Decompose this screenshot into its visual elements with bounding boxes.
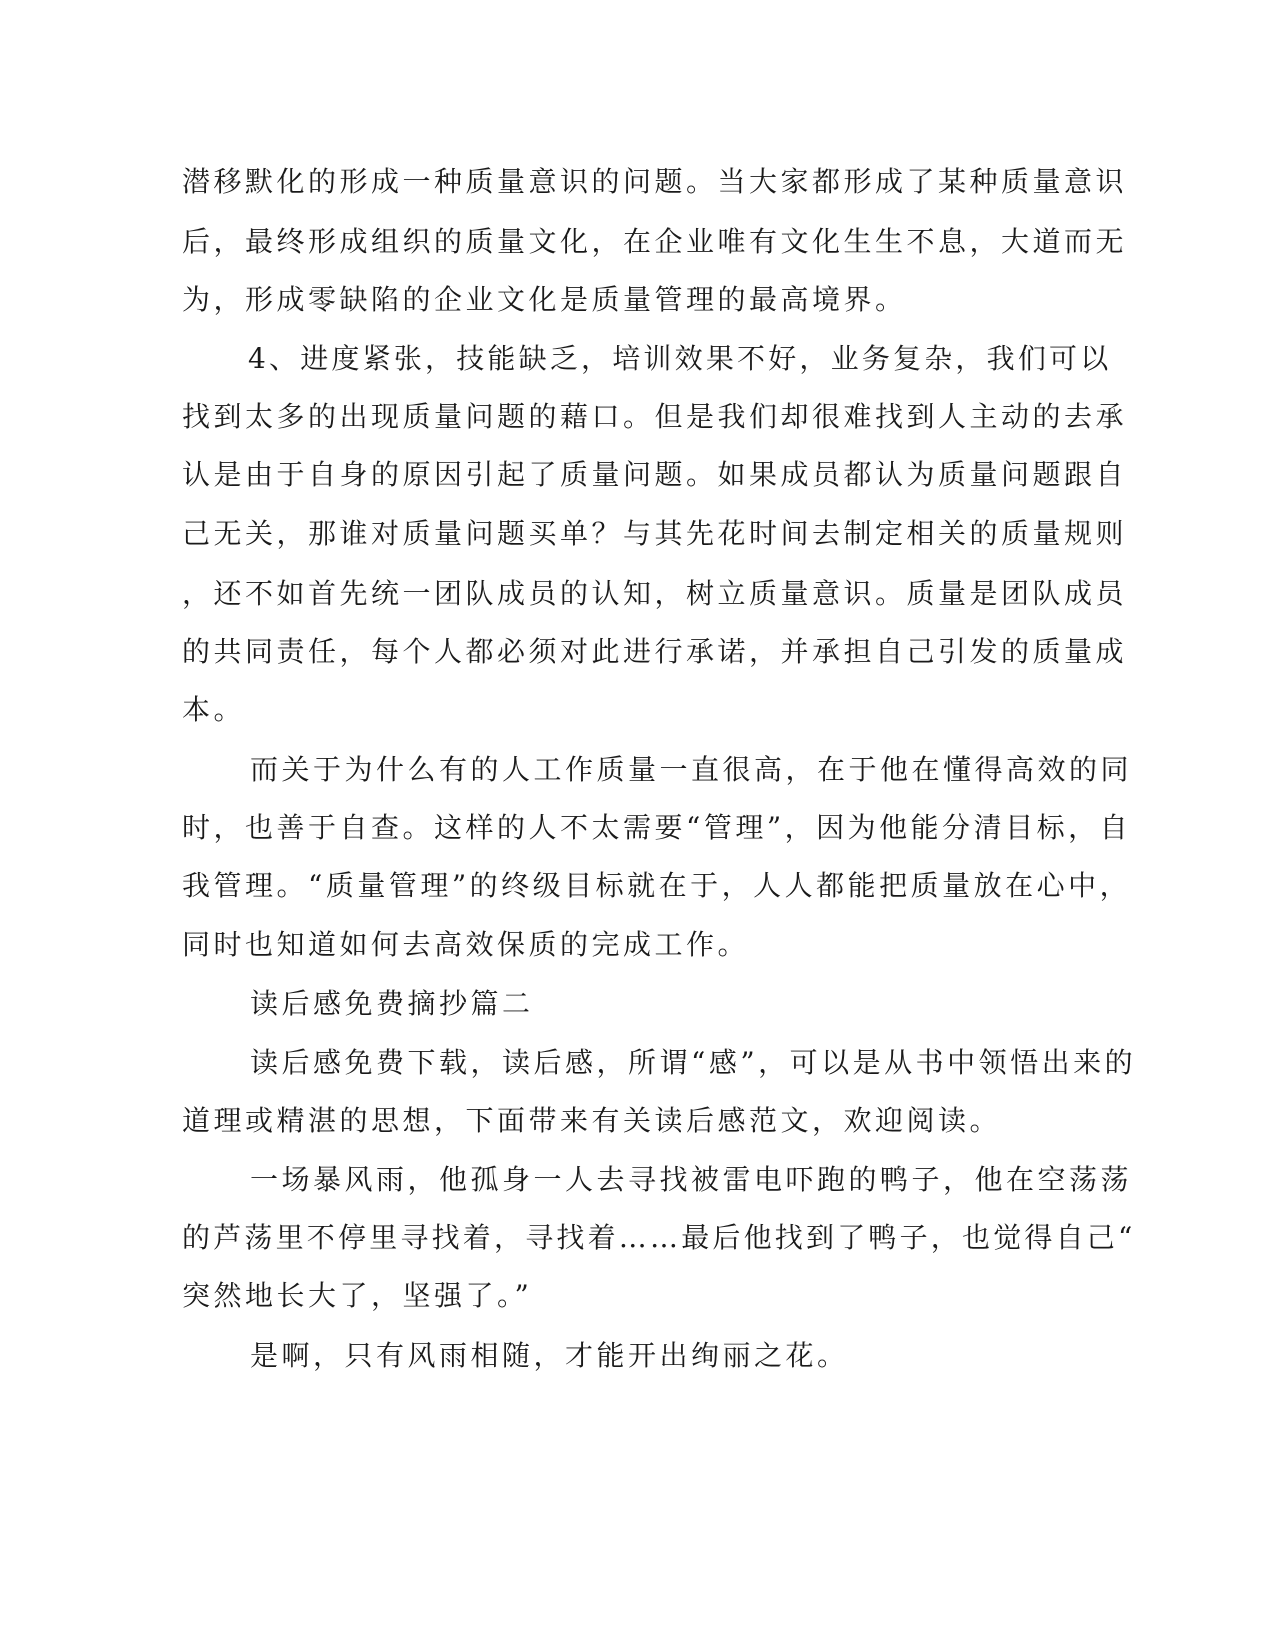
paragraph-line: 找到太多的出现质量问题的藉口。但是我们却很难找到人主动的去承 xyxy=(182,400,1128,433)
paragraph-line: 己无关，那谁对质量问题买单？与其先花时间去制定相关的质量规则 xyxy=(182,517,1128,550)
paragraph-line: 道理或精湛的思想，下面带来有关读后感范文，欢迎阅读。 xyxy=(182,1104,1002,1137)
paragraph-line: 读后感免费下载，读后感，所谓“感”，可以是从书中领悟出来的 xyxy=(250,1046,1137,1079)
paragraph-line: 本。 xyxy=(182,693,246,726)
paragraph-line: 潜移默化的形成一种质量意识的问题。当大家都形成了某种质量意识 xyxy=(182,165,1128,198)
paragraph-line: 而关于为什么有的人工作质量一直很高，在于他在懂得高效的同 xyxy=(250,753,1133,786)
paragraph-line: 一场暴风雨，他孤身一人去寻找被雷电吓跑的鸭子，他在空荡荡 xyxy=(250,1163,1133,1196)
paragraph-line: 是啊，只有风雨相随，才能开出绚丽之花。 xyxy=(250,1339,849,1372)
paragraph-line: 的芦荡里不停里寻找着，寻找着……最后他找到了鸭子，也觉得自己“ xyxy=(182,1221,1136,1254)
paragraph-line: 突然地长大了，坚强了。” xyxy=(182,1279,533,1312)
paragraph-line: 为，形成零缺陷的企业文化是质量管理的最高境界。 xyxy=(182,283,907,316)
paragraph-line: 我管理。“质量管理”的终级目标就在于，人人都能把质量放在心中， xyxy=(182,869,1132,902)
paragraph-line: 4、进度紧张，技能缺乏，培训效果不好，业务复杂，我们可以 xyxy=(248,342,1112,375)
paragraph-line: 时，也善于自查。这样的人不太需要“管理”，因为他能分清目标，自 xyxy=(182,811,1132,844)
paragraph-line: 的共同责任，每个人都必须对此进行承诺，并承担自己引发的质量成 xyxy=(182,635,1128,668)
section-heading: 读后感免费摘抄篇二 xyxy=(250,987,534,1020)
paragraph-line: 认是由于自身的原因引起了质量问题。如果成员都认为质量问题跟自 xyxy=(182,458,1128,491)
paragraph-line: 后，最终形成组织的质量文化，在企业唯有文化生生不息，大道而无 xyxy=(182,225,1128,258)
paragraph-line: 同时也知道如何去高效保质的完成工作。 xyxy=(182,928,750,961)
paragraph-line: ，还不如首先统一团队成员的认知，树立质量意识。质量是团队成员 xyxy=(182,577,1128,610)
